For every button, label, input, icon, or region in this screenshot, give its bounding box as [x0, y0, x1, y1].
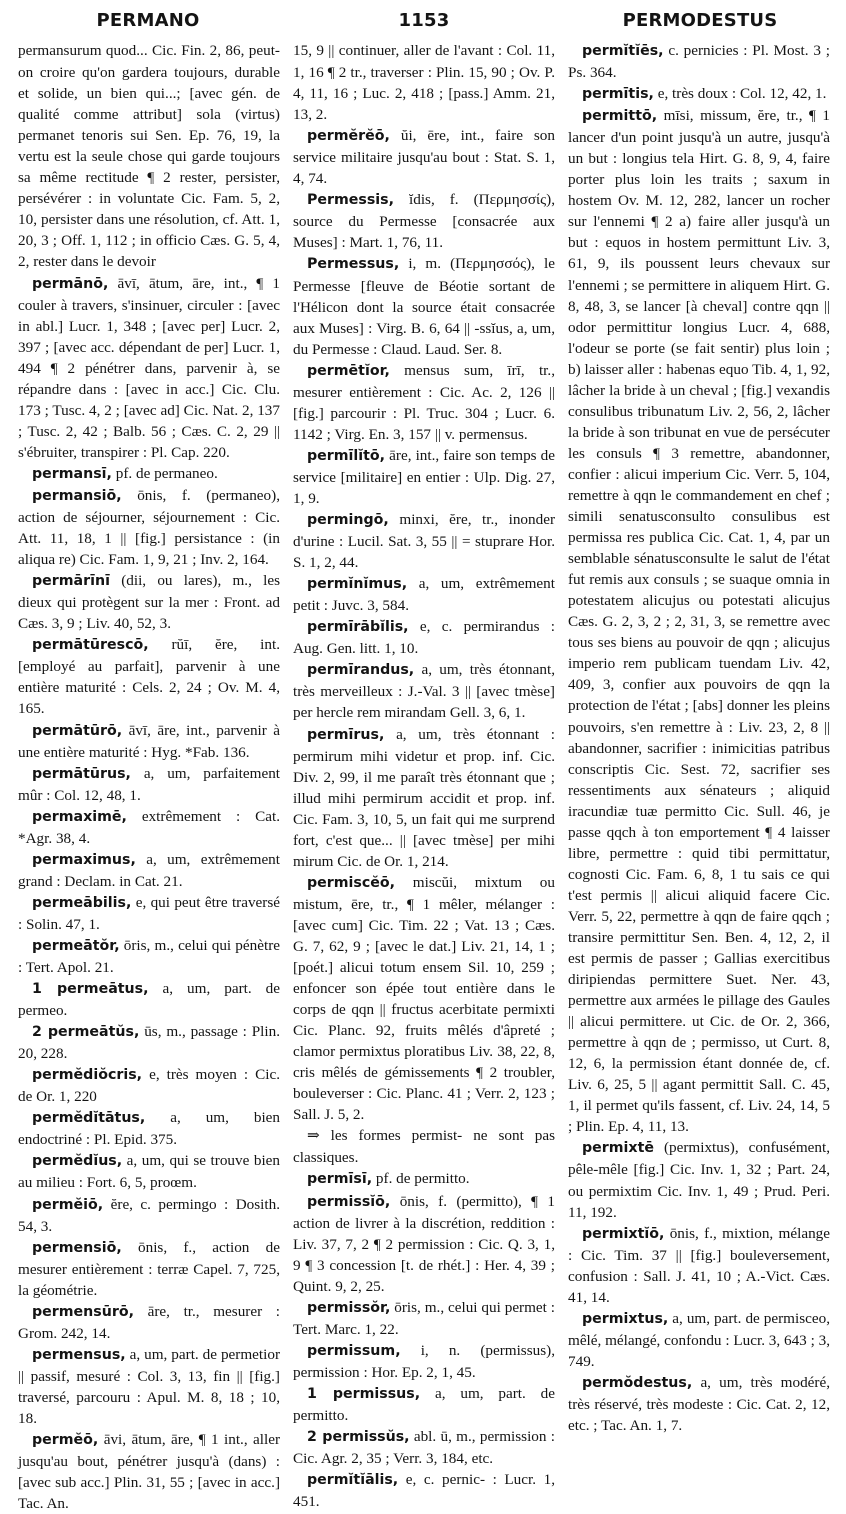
entry-headword: permĕrĕō, — [307, 128, 390, 145]
dictionary-entry — [293, 872, 555, 1126]
entry-headword: permixtĭō, — [582, 1225, 665, 1242]
dictionary-entry — [293, 1168, 555, 1190]
dictionary-entry — [293, 1297, 555, 1340]
entry-headword: permissum, — [307, 1342, 401, 1359]
entry-headword: permŏdestus, — [582, 1374, 693, 1391]
entry-definition: e, qui peut être traversé : Solin. 47, 1. — [18, 893, 281, 933]
dictionary-entry — [18, 1064, 280, 1107]
entry-headword: permīrābĭlis, — [307, 619, 409, 636]
entry-headword: permissĭō, — [307, 1193, 391, 1210]
dictionary-entry — [293, 1191, 555, 1297]
entry-headword: permīsī, — [307, 1171, 373, 1188]
entry-definition: āre, int., faire son temps de service [militaire] en entier : Ulp. Dig. 27, 1, 9. — [293, 446, 555, 507]
entry-definition: (permixtus), confusément, pêle-mêle [fig.] Cic. Inv. 1, 32 ; Part. 24, ou permixtim Cic. Inv. 1, 49 ; Prud. Peri. 11, 192. — [568, 1139, 830, 1221]
entry-definition: a, um, très étonnant, très merveilleux : J.-Val. 3 || [avec tmèse] per hercle rem mirandam Gell. 3, 6, 1. — [293, 661, 556, 722]
dictionary-entry — [18, 806, 280, 849]
dictionary-entry — [18, 1301, 280, 1344]
entry-headword: permētĭor, — [307, 362, 390, 379]
entry-headword: permānō, — [32, 275, 109, 292]
dictionary-entry — [18, 892, 280, 935]
entry-definition: ĭdis, f. (Περμησσίς), source du Permesse [consacrée aux Muses] : Mart. 1, 76, 11. — [293, 191, 555, 252]
entry-headword: permĕdiŏcris, — [32, 1067, 143, 1084]
dictionary-entry — [568, 83, 830, 105]
column-2 — [293, 40, 556, 1511]
entry-definition: minxi, ĕre, tr., inonder d'urine : Lucil. Sat. 3, 55 || = stuprare Hor. S. 1, 2, 44. — [293, 511, 556, 572]
entry-headword: permārīnī — [32, 573, 110, 590]
entry-definition: ōnis, f., action de mesurer entièrement : terræ Capel. 7, 725, la géométrie. — [18, 1238, 280, 1299]
entry-definition: extrêmement : Cat. *Agr. 38, 4. — [18, 807, 280, 847]
entry-definition: pf. de permitto. — [375, 1170, 470, 1188]
entry-headword: permīrus, — [307, 726, 385, 743]
dictionary-entry — [18, 485, 280, 570]
entry-definition: āre, tr., mesurer : Grom. 242, 14. — [18, 1302, 280, 1342]
entry-headword: permaximē, — [32, 808, 127, 825]
dictionary-entry — [293, 573, 555, 616]
dictionary-entry — [18, 1107, 280, 1150]
dictionary-entry — [18, 1021, 280, 1064]
dictionary-entry — [568, 1308, 830, 1372]
entry-definition: a, um, part. de permitto. — [293, 1384, 555, 1424]
dictionary-entry — [568, 105, 830, 1137]
entry-definition: e, c. pernic- : Lucr. 1, 451. — [293, 1471, 555, 1511]
entry-definition: āvī, ātum, āre, int., ¶ 1 couler à travers, s'insinuer, circuler : [avec in abl.] Lucr. 1, 348 ; [avec per] Lucr. 2, 397 ; [avec acc. dépendant de per] Lucr. 1, 494 ¶ 2 pénétrer dans, parvenir à, se répandre dans : [avec in acc.] Cic. Clu. 173 ; Tusc. 4, 2 ; [avec ad] Cic. Nat. 2, 137 ; Tusc. 2, 42 ; Balb. 56 ; Cæs. C. 2, 29 || s'ébruiter, transpirer : Pl. Cap. 220. — [18, 274, 280, 461]
entry-headword: permātūrus, — [32, 765, 131, 782]
entry-headword: permĕdĭus, — [32, 1153, 123, 1170]
entry-headword: permensūrō, — [32, 1303, 134, 1320]
entry-headword: 2 permeātŭs, — [32, 1024, 140, 1041]
column-3 — [568, 40, 830, 1435]
entry-definition: e, très doux : Col. 12, 42, 1. — [657, 85, 827, 103]
dictionary-entry — [293, 1469, 555, 1512]
entry-definition: a, um, extrêmement petit : Juvc. 3, 584. — [293, 575, 555, 615]
entry-definition: ōnis, f., mixtion, mélange : Cic. Tim. 37 || [fig.] bouleversement, confusion : Sall. J. 41, 10 ; A.-Vict. Cæs. 41, 14. — [568, 1224, 830, 1306]
dictionary-entry — [293, 509, 555, 573]
dictionary-entry — [18, 849, 280, 892]
entry-definition: ūs, m., passage : Plin. 20, 228. — [18, 1023, 280, 1063]
entry-headword: permensiō, — [32, 1239, 122, 1256]
entry-headword: Permessis, — [307, 192, 395, 209]
dictionary-entry — [293, 189, 555, 253]
entry-headword: permĕō, — [32, 1432, 99, 1449]
entry-definition: ŭi, ēre, int., faire son service militaire jusqu'au bout : Stat. S. 1, 4, 74. — [293, 127, 555, 188]
entry-definition: a, um, part. de permisceo, mêlé, mélangé, confondu : Lucr. 3, 643 ; 3, 749. — [568, 1309, 830, 1370]
entry-headword: permĭtĭālis, — [307, 1472, 399, 1489]
entry-definition: rŭī, ĕre, int. [employé au parfait], parvenir à une entière maturité : Cels. 2, 24 ; Ov. M. 4, 165. — [18, 636, 280, 718]
entry-headword: permixtē — [582, 1140, 654, 1157]
dictionary-entry — [293, 360, 555, 445]
entry-headword: permittō, — [582, 108, 658, 125]
dictionary-entry — [568, 1372, 830, 1436]
entry-definition: (dii, ou lares), m., les dieux qui protègent sur la mer : Front. ad Cæs. 3, 9 ; Liv. 40, 52, 3. — [18, 572, 280, 633]
entry-headword: permensus, — [32, 1346, 126, 1363]
dictionary-entry — [18, 634, 280, 719]
dictionary-entry — [18, 1237, 280, 1301]
entry-definition: a, um, part. de permetior || passif, mesuré : Col. 3, 13, fin || [fig.] traversé, parcouru : Apul. M. 8, 18 ; 10, 18. — [18, 1345, 281, 1427]
dictionary-entry — [18, 1194, 280, 1237]
dictionary-entry — [293, 616, 555, 659]
entry-definition: a, um, parfaitement mûr : Col. 12, 48, 1. — [18, 764, 281, 804]
entry-headword: permĭnĭmus, — [307, 576, 408, 593]
dictionary-entry — [293, 724, 555, 872]
entry-headword: permātūrō, — [32, 722, 123, 739]
entry-definition: a, um, part. de permeo. — [18, 980, 280, 1020]
dictionary-entry — [18, 978, 280, 1021]
dictionary-entry — [293, 40, 555, 125]
entry-definition: mensus sum, īrī, tr., mesurer entièrement : Cic. Ac. 2, 126 || [fig.] parcourir : Pl. Truc. 304 ; Lucr. 6. 1142 ; Virg. En. 3, 157 || v. permensus. — [293, 361, 555, 443]
dictionary-entry — [18, 1150, 280, 1193]
entry-headword: permĭtĭēs, — [582, 43, 664, 59]
entry-definition: a, um, extrêmement grand : Declam. in Cat. 21. — [18, 850, 280, 890]
dictionary-entry — [568, 1137, 830, 1222]
entry-headword: 1 permissus, — [307, 1385, 421, 1402]
entry-definition: abl. ū, m., permission : Cic. Agr. 2, 35 ; Verr. 3, 184, etc. — [293, 1428, 556, 1468]
entry-headword: permeātŏr, — [32, 937, 120, 954]
entry-headword: permansī, — [32, 465, 112, 482]
dictionary-entry — [293, 1340, 555, 1383]
entry-headword: permissŏr, — [307, 1299, 391, 1316]
entry-definition: a, um, très modéré, très réservé, très modeste : Cic. Cat. 2, 12, etc. ; Tac. An. 1, 7. — [568, 1373, 830, 1435]
dictionary-entry — [568, 40, 830, 83]
dictionary-entry — [18, 935, 280, 978]
dictionary-entry — [18, 720, 280, 763]
column-1 — [18, 40, 281, 1513]
dictionary-entry — [18, 40, 280, 273]
dictionary-entry — [18, 273, 280, 463]
entry-definition: permansurum quod... Cic. Fin. 2, 86, peut-on croire qu'on gardera toujours, durable et solide, un bien qui...; [avec gén. de qualité comme attribut] sola (virtus) permanet tenoris sui Sen. Ep. 76, 19, la vertu est la seule chose qui garde toujours sa même rectitude ¶ 2 rester, persister, persévérer : in voluntate Cic. Fam. 5, 2, 10, persister dans une résolution, cf. Att. 1, 20, 3 ; Off. 1, 112 ; in officio Cæs. G. 5, 4, 2, rester dans le devoir — [18, 42, 280, 271]
entry-definition: āvi, ātum, āre, ¶ 1 int., aller jusqu'au bout, pénétrer jusqu'à (dans) : [avec sub acc.] Plin. 31, 55 ; [avec in acc.] Tac. An. — [18, 1431, 280, 1513]
entry-definition: a, um, très étonnant : permirum mihi videtur et prop. inf. Cic. Div. 2, 99, il me paraît très étonnant que ; illud mihi permirum accidit et prop. inf. Cic. Fam. 3, 10, 5, un fait qui me surprend fort, c'est que... || [avec tmèse] per mihi mirum Cic. de Or. 1, 214. — [293, 725, 556, 870]
entry-definition: i, n. (permissus), permission : Hor. Ep. 2, 1, 45. — [293, 1341, 555, 1381]
dictionary-entry — [18, 1344, 280, 1429]
dictionary-entry — [18, 570, 280, 634]
running-head — [18, 10, 830, 40]
entry-headword: permaximus, — [32, 851, 136, 868]
text-columns — [18, 40, 830, 1513]
entry-headword: permĕdĭtātus, — [32, 1110, 146, 1127]
entry-definition: 15, 9 || continuer, aller de l'avant : Col. 11, 1, 16 ¶ 2 tr., traverser : Plin. 15, 90 ; Ov. P. 4, 11, 16 ; Luc. 2, 418 ; [pass.] Amm. 21, 13, 2. — [293, 42, 555, 124]
entry-definition: ōnis, f. (permitto), ¶ 1 action de livrer à la discrétion, reddition : Liv. 37, 7, 2 ¶ 2 permission : Cic. Q. 3, 1, 9 ¶ 3 concession [t. de rhét.] : Her. 4, 39 ; Quint. 9, 2, 25. — [293, 1192, 555, 1295]
dictionary-entry — [18, 763, 280, 806]
running-head-right: PERMODESTUS — [622, 10, 778, 31]
entry-headword: 1 permeātus, — [32, 981, 149, 998]
entry-definition: ĕre, c. permingo : Dosith. 54, 3. — [18, 1195, 281, 1235]
page-number: 1153 — [398, 10, 450, 31]
entry-definition: ⇒ les formes permist- ne sont pas classiques. — [293, 1127, 555, 1167]
entry-headword: Permessus, — [307, 256, 400, 273]
entry-definition: e, très moyen : Cic. de Or. 1, 220 — [18, 1066, 280, 1106]
entry-headword: permeābilis, — [32, 894, 132, 911]
entry-headword: permātūrescō, — [32, 637, 149, 654]
dictionary-entry — [293, 1383, 555, 1426]
entry-headword: permītis, — [582, 86, 654, 103]
dictionary-entry — [293, 253, 555, 359]
entry-headword: permīrandus, — [307, 662, 415, 679]
dictionary-entry — [18, 463, 280, 485]
dictionary-entry — [18, 1429, 280, 1514]
dictionary-entry — [293, 1426, 555, 1469]
entry-definition: āvī, āre, int., parvenir à une entière maturité : Hyg. *Fab. 136. — [18, 721, 280, 761]
entry-headword: permīlĭtō, — [307, 447, 386, 464]
dictionary-entry — [293, 125, 555, 189]
dictionary-entry — [568, 1223, 830, 1308]
entry-definition: ōris, m., celui qui permet : Tert. Marc. 1, 22. — [293, 1298, 555, 1338]
entry-definition: i, m. (Περμησσός), le Permesse [fleuve de Béotie sortant de l'Hélicon dont la source était consacrée aux Muses] : Virg. B. 6, 64 || -ssĭus, a, um, du Permesse : Claud. Laud. Ser. 8. — [293, 255, 555, 358]
entry-definition: mīsi, missum, ĕre, tr., ¶ 1 lancer d'un point jusqu'à un autre, jusqu'à un but : longius tela Hirt. G. 8, 9, 4, faire porter plus loin les traits ; saxum in hostem Ov. M. 12, 282, lancer un rocher sur l'ennemi ¶ 2 a) faire aller jusqu'à un but : equos in hostem permittunt Liv. 3, 61, 9, ils poussent leurs chevaux sur l'ennemi ; se permittere in aliquem Hirt. G. 8, 48, 3, se lancer [à cheval] contre qqn || odor permittitur longius Lucr. 4, 688, l'odeur se porte (se fait sentir) plus loin ; b) laisser aller : habenas equo Tib. 4, 1, 92, lâcher la bride à un cheval ; [fig.] vexandis consulibus tribunatum Liv. 2, 56, 2, lâcher la bride à son tribunat en vue de persécuter les consuls ¶ 3 remettre, abandonner, confier : alicui imperium Cic. Verr. 5, 104, remettre à qqn le commandement en chef ; simili senatusconsulto consulibus est permissa res publica Cic. Cat. 1, 4, par un semblable sénatusconsulte le salut de l'état fut remis aux consuls ; se suaque omnia in potestatem alicujus ou potestati alicujus Cæs. G. 2, 3, 2 ; 2, 31, 3, se remettre avec tous ses biens au pouvoir de qqn ; alicujus imperio rem publicam tuendam Liv. 42, 409, 3, confier aux pouvoirs de qqn la protection de l'état ; [abs] donner les pleins pouvoirs, s'en remettre à : Liv. 23, 2, 8 || abandonner, sacrifier : inimicitias patribus conscriptis Cic. Sest. 72, sacrifier ses ressentiments aux sénateurs ; aliquid iracundiæ tuæ permitto Cic. Sull. 46, je passe qqch à ton emportement ¶ 4 laisser libre, permettre : quid tibi permittatur, cognosti Cic. Fam. 6, 8, 1 tu sais ce qui t'est permis || alicui aliquid facere Cic. Verr. 5, 22, permettre à qqn de faire qqch ; transire permittitur Sen. Ben. 4, 12, 2, il est permis de passer ; Gallias exercitibus diripiendas permittere Suet. Ner. 43, permettre aux armées le pillage des Gaules || alicui permittere. ut Cic. de Or. 2, 366, permettre à qqn de ; permisso, ut Curt. 8, 12, 6, la permission étant donnée de, cf. Liv. 6, 25, 5 || agant permittit Sall. C. 45, 1, il permet qu'ils fassent, cf. Liv. 24, 14, 5 ; Plin. Ep. 4, 11, 13. — [568, 107, 830, 1136]
entry-headword: permiscĕō, — [307, 874, 396, 891]
entry-headword: permingō, — [307, 512, 389, 529]
entry-headword: permixtus, — [582, 1310, 669, 1327]
entry-headword: permansiō, — [32, 487, 122, 504]
dictionary-entry — [293, 659, 555, 723]
dictionary-entry — [293, 1125, 555, 1168]
running-head-left: PERMANO — [96, 10, 200, 31]
entry-definition: ōris, m., celui qui pénètre : Tert. Apol. 21. — [18, 936, 280, 977]
entry-definition: a, um, bien endoctriné : Pl. Epid. 375. — [18, 1109, 281, 1149]
entry-definition: c. pernicies : Pl. Most. 3 ; Ps. 364. — [568, 42, 830, 82]
entry-definition: miscŭi, mixtum ou mistum, ēre, tr., ¶ 1 mêler, mélanger : [avec cum] Cic. Tim. 22 ; Vat. 13 ; Cæs. G. 7, 62, 9 ; [avec le dat.] Liv. 21, 14, 1 ; [poét.] alicui totum ensem Sil. 10, 259 ; enfoncer son épée tout entière dans le corps de qqn || fructus acerbitate permixti Cic. Planc. 92, fruits mêlés d'âpreté ; clamor permixtus ploratibus Liv. 38, 22, 8, cris mêlés de gémissements ¶ 2 troubler, bouleverser : Cic. Planc. 41 ; Verr. 2, 123 ; Sall. J. 5, 2. — [293, 873, 555, 1124]
entry-definition: a, um, qui se trouve bien au milieu : Fort. 6, 5, proœm. — [18, 1152, 281, 1192]
entry-definition: ōnis, f. (permaneo), action de séjourner, séjournement : Cic. Att. 11, 18, 1 || [fig.] persistance : (in aliqua re) Cic. Fam. 1, 9, 21 ; Inv. 2, 164. — [18, 486, 280, 569]
entry-headword: permĕiō, — [32, 1196, 104, 1213]
dictionary-entry — [293, 445, 555, 509]
entry-definition: e, c. permirandus : Aug. Gen. litt. 1, 10. — [293, 618, 556, 658]
entry-definition: pf. de permaneo. — [115, 464, 218, 482]
entry-headword: 2 permissŭs, — [307, 1429, 410, 1446]
